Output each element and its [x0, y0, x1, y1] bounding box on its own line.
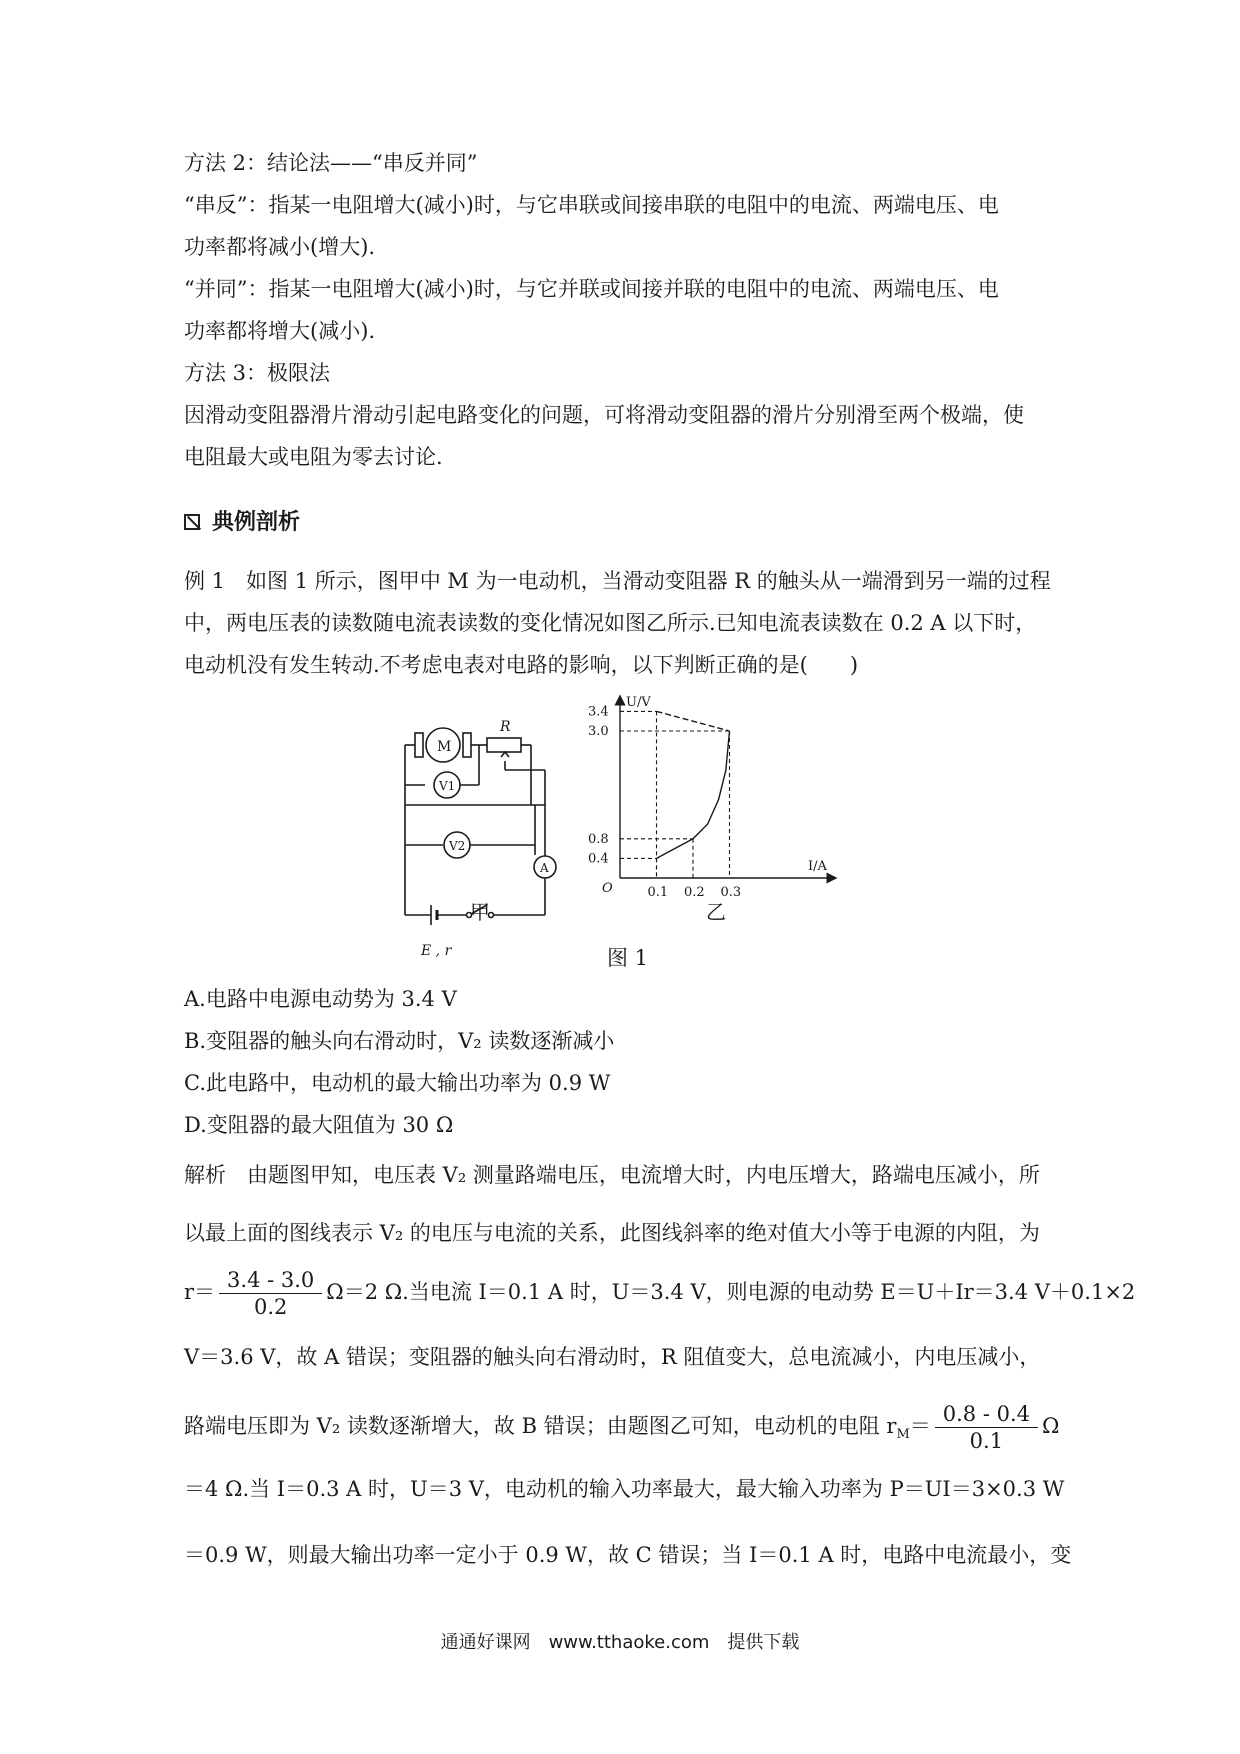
parallel-rule-line1: “并同”：指某一电阻增大(减小)时，与它并联或间接并联的电阻中的电流、两端电压、电 — [184, 277, 999, 301]
method3-line2: 电阻最大或电阻为零去讨论. — [184, 445, 443, 469]
x-axis-label: I/A — [808, 859, 827, 874]
y-tick-label: 0.8 — [588, 831, 609, 847]
r-numerator: 3.4 - 3.0 — [219, 1267, 322, 1294]
parallel-rule-line2: 功率都将增大(减小). — [184, 319, 376, 343]
x-tick-label: 0.1 — [647, 885, 669, 900]
example-line2: 中，两电压表的读数随电流表读数的变化情况如图乙所示.已知电流表读数在 0.2 A 以下时， — [184, 611, 1037, 635]
option-a: A.电路中电源电动势为 3.4 V — [184, 987, 457, 1011]
series-2-line — [657, 731, 730, 858]
rm-denominator: 0.1 — [969, 1429, 1004, 1453]
example-line1: 例 1 如图 1 所示，图甲中 M 为一电动机，当滑动变阻器 R 的触头从一端滑到另一端的过程 — [184, 569, 1051, 593]
method3-line1: 因滑动变阻器滑片滑动引起电路变化的问题，可将滑动变阻器的滑片分别滑至两个极端，使 — [184, 403, 1024, 427]
solution-line7: ＝0.9 W，则最大输出功率一定小于 0.9 W，故 C 错误；当 I＝0.1 A 时，电路中电流最小，变 — [184, 1543, 1072, 1567]
section-heading — [184, 508, 300, 538]
solution-line3 — [184, 1266, 1135, 1320]
line5-text: 路端电压即为 V₂ 读数逐渐增大，故 B 错误；由题图乙可知，电动机的电阻 r — [184, 1414, 897, 1438]
y-tick-label: 3.0 — [588, 724, 609, 739]
series-rule-line1: “串反”：指某一电阻增大(减小)时，与它串联或间接串联的电阻中的电流、两端电压、电 — [184, 193, 999, 217]
ammeter-label: A — [540, 861, 549, 875]
section-title: 典例剖析 — [212, 510, 301, 535]
rm-eq: ＝ — [909, 1414, 931, 1438]
x-tick-label: 0.3 — [720, 885, 742, 900]
chart-caption: 乙 — [706, 900, 726, 924]
option-d: D.变阻器的最大阻值为 30 Ω — [184, 1113, 454, 1137]
x-tick-label: 0.2 — [684, 885, 705, 900]
solution-line6: ＝4 Ω.当 I＝0.3 A 时，U＝3 V，电动机的输入功率最大，最大输入功率为 P＝UI＝3×0.3 W — [184, 1477, 1065, 1501]
section-marker-icon — [184, 514, 200, 530]
u-i-chart — [580, 690, 850, 905]
option-c: C.此电路中，电动机的最大输出功率为 0.9 W — [184, 1071, 611, 1095]
circuit-caption: 甲 — [470, 900, 490, 924]
r-eq-suffix: Ω＝2 Ω.当电流 I＝0.1 A 时，U＝3.4 V，则电源的电动势 E＝U＋Ir＝3.4 V＋0.1×2 — [326, 1280, 1136, 1304]
solution-line2: 以最上面的图线表示 V₂ 的电压与电流的关系，此图线斜率的绝对值大小等于电源的内阻，为 — [184, 1221, 1040, 1245]
rm-fraction — [935, 1401, 1038, 1454]
y-tick-label: 3.4 — [588, 704, 609, 720]
rm-subscript: M — [896, 1427, 910, 1443]
origin-label: O — [602, 881, 613, 896]
method3-title: 方法 3：极限法 — [184, 361, 331, 385]
resistor-label: R — [500, 719, 511, 735]
page-footer: 通通好课网 www.tthaoke.com 提供下载 — [440, 1632, 800, 1653]
solution-line1: 解析 由题图甲知，电压表 V₂ 测量路端电压，电流增大时，内电压增大，路端电压减小，所 — [184, 1163, 1040, 1187]
figure-caption: 图 1 — [607, 946, 649, 970]
series-1-line — [657, 711, 730, 731]
series-rule-line2: 功率都将减小(增大). — [184, 235, 376, 259]
motor-label: M — [437, 739, 452, 755]
source-label: E , r — [421, 943, 452, 959]
rm-unit: Ω — [1042, 1414, 1060, 1438]
r-fraction — [219, 1267, 322, 1320]
solution-line5 — [184, 1400, 1059, 1461]
v1-label: V1 — [439, 779, 456, 793]
rm-numerator: 0.8 - 0.4 — [935, 1401, 1038, 1428]
y-tick-label: 0.4 — [588, 851, 609, 867]
option-b: B.变阻器的触头向右滑动时，V₂ 读数逐渐减小 — [184, 1029, 615, 1053]
y-axis-label: U/V — [626, 695, 651, 710]
method2-title: 方法 2：结论法——“串反并同” — [184, 151, 478, 175]
solution-line4: V＝3.6 V，故 A 错误；变阻器的触头向右滑动时，R 阻值变大，总电流减小，内电压减小， — [184, 1345, 1041, 1369]
r-denominator: 0.2 — [253, 1295, 288, 1319]
r-eq-prefix: r＝ — [184, 1280, 216, 1304]
example-line3: 电动机没有发生转动.不考虑电表对电路的影响，以下判断正确的是( ) — [184, 653, 859, 677]
v2-label: V2 — [449, 839, 466, 853]
